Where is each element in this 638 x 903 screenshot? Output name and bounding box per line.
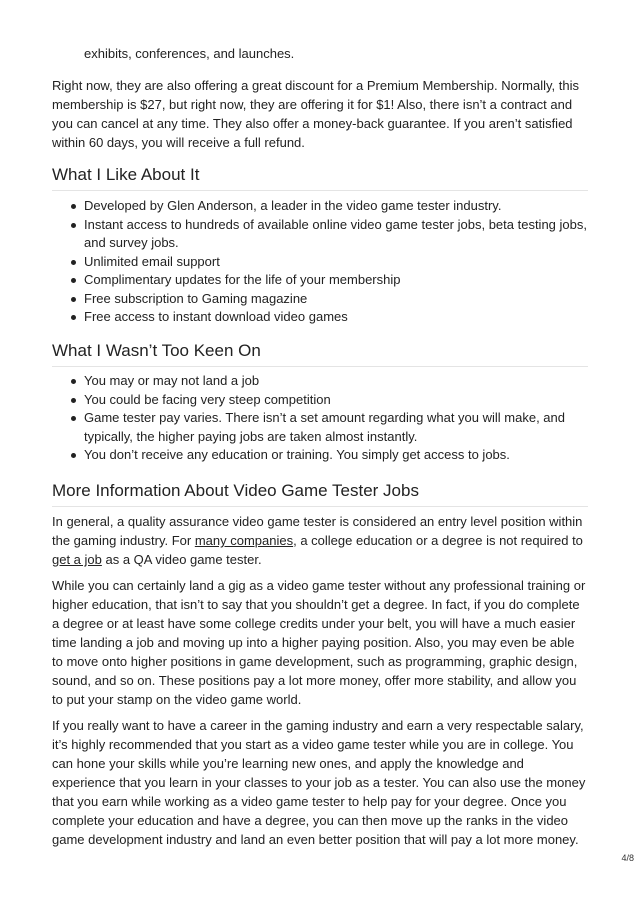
likes-list bbox=[52, 197, 588, 327]
list-item: Game tester pay varies. There isn’t a set amount regarding what you will make, and typically, the higher paying jobs are taken almost instantly. bbox=[52, 409, 588, 446]
bullet-icon bbox=[71, 379, 76, 384]
dislikes-list bbox=[52, 372, 588, 465]
heading-what-i-like: What I Like About It bbox=[52, 164, 588, 191]
premium-membership-paragraph: Right now, they are also offering a great discount for a Premium Membership. Normally, this membership is $27, but right now, they are offering it for $1! Also, there isn’t a contract and you can cancel at any time. They also offer a money-back guarantee. If you aren’t satisfied within 60 days, you will receive a full refund. bbox=[52, 78, 579, 150]
heading-not-keen-on: What I Wasn’t Too Keen On bbox=[52, 340, 588, 367]
bullet-icon bbox=[71, 398, 76, 403]
list-item: You could be facing very steep competition bbox=[52, 391, 588, 410]
bullet-icon bbox=[71, 297, 76, 302]
bullet-icon bbox=[71, 223, 76, 228]
list-item: You don’t receive any education or training. You simply get access to jobs. bbox=[52, 446, 588, 465]
bullet-icon bbox=[71, 204, 76, 209]
entry-level-paragraph: In general, a quality assurance video game tester is considered an entry level position within the gaming industry. For many companies, a college education or a degree is not required to get a job as a QA video game tester. bbox=[52, 514, 583, 567]
list-item: Complimentary updates for the life of your membership bbox=[52, 271, 588, 290]
get-a-job-link[interactable]: get a job bbox=[52, 552, 102, 567]
bullet-icon bbox=[71, 453, 76, 458]
list-item: Free access to instant download video games bbox=[52, 308, 588, 327]
many-companies-link[interactable]: many companies bbox=[194, 533, 294, 548]
degree-paragraph: While you can certainly land a gig as a video game tester without any professional training or higher education, that isn’t to say that you shouldn’t get a degree. In fact, if you do complete a degree or at least have some college credits under your belt, you will have a much easier time landing a job and moving up into a higher paying position. Also, you may even be able to move onto higher positions in game development, such as programming, graphic design, sound, and so on. These positions pay a lot more money, offer more stability, and allow you to put your stamp on the video game world. bbox=[52, 578, 586, 707]
list-item: Free subscription to Gaming magazine bbox=[52, 290, 588, 309]
heading-more-information: More Information About Video Game Tester Jobs bbox=[52, 480, 588, 507]
career-paragraph: If you really want to have a career in the gaming industry and earn a very respectable salary, it’s highly recommended that you start as a video game tester while you are in college. You can hone your skills while you’re learning new ones, and apply the knowledge and experience that you learn in your classes to your job as a tester. You can also use the money that you earn while working as a video game tester to help pay for your degree. Once you complete your education and have a degree, you can then move up the ranks in the video game development industry and land an even better position that will pay a lot more money. bbox=[52, 718, 586, 847]
bullet-icon bbox=[71, 278, 76, 283]
list-item: Unlimited email support bbox=[52, 253, 588, 272]
bullet-icon bbox=[71, 260, 76, 265]
page-number: 4/8 bbox=[621, 853, 634, 863]
list-item: Instant access to hundreds of available online video game tester jobs, beta testing jobs, and survey jobs. bbox=[52, 216, 588, 253]
list-item: Developed by Glen Anderson, a leader in the video game tester industry. bbox=[52, 197, 588, 216]
list-item: You may or may not land a job bbox=[52, 372, 588, 391]
bullet-icon bbox=[71, 315, 76, 320]
continuation-text: exhibits, conferences, and launches. bbox=[84, 46, 295, 61]
bullet-icon bbox=[71, 416, 76, 421]
